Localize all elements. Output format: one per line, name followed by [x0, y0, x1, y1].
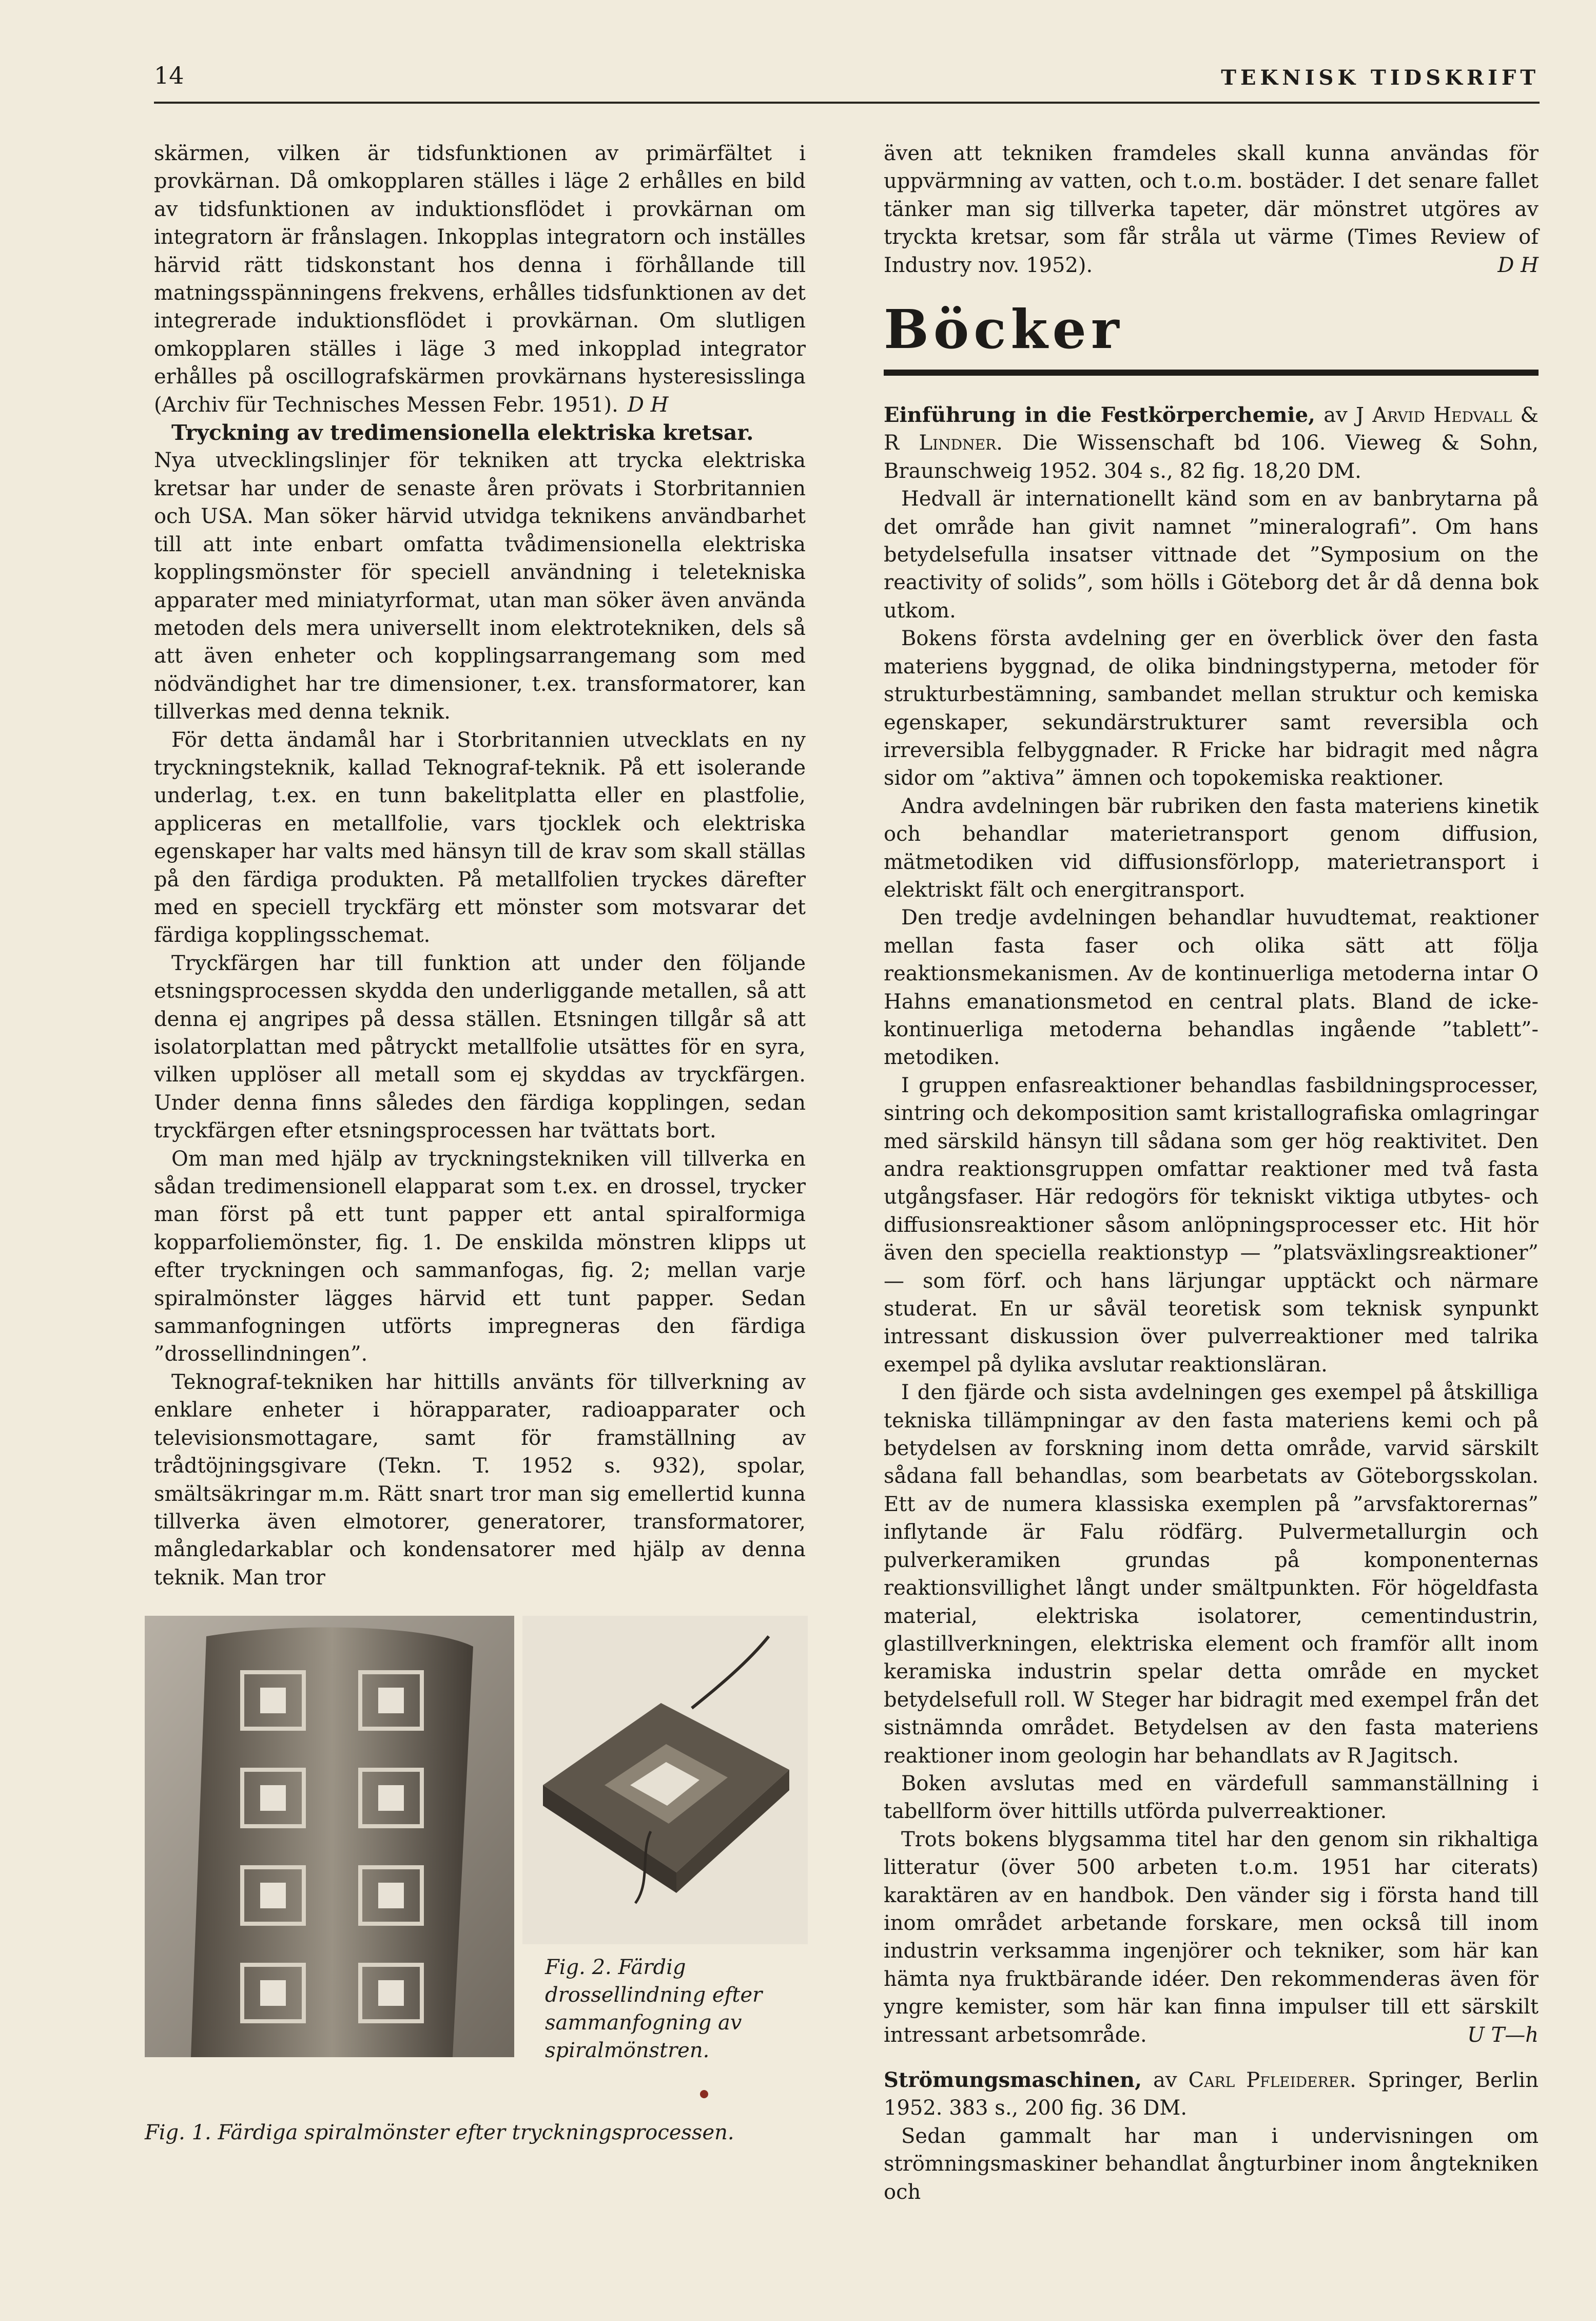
signature: D H [1497, 253, 1539, 277]
signature: U T—h [1467, 2023, 1539, 2047]
figure-1-spiral-patterns [145, 1616, 514, 2057]
left-paragraph-2: För detta ändamål har i Storbritannien utvecklats en ny tryckningsteknik, kallad Teknograf-teknik. På ett isolerande underlag, t.ex. en tunn bakelitplatta eller en plastfolie, appliceras en metallfolie, vars tjocklek och elektriska egenskaper har valts med hänsyn till de krav som skall ställas på den färdiga produkten. På metallfolien tryckes därefter med en speciell tryckfärg ett mönster som motsvarar det färdiga kopplingsschemat. [154, 728, 806, 947]
book-1-paragraph-6: I den fjärde och sista avdelningen ges exempel på åtskilliga tekniska tillämpningar av den fasta materiens kemi och på betydelsen av forskning inom detta område, varvid särskilt sådana fall behandlas, som bearbetats av Göteborgsskolan. Ett av de numera klassiska exemplen på ”arvsfaktorernas” inflytande är Falu rödfärg. Pulvermetallurgin och pulverkeramiken grundas på komponenternas reaktionsvillighet långt under smältpunkten. För högeldfasta material, elektriska isolatorer, cementindustrin, glastillverkningen, elektriska element och framför allt inom keramiska industrin spelar detta område en mycket betydelsefull roll. W Steger har bidragit med exempel från det sistnämnda området. Betydelsen av den fasta materiens reaktioner inom geologin har behandlats av R Jagitsch. [884, 1381, 1539, 1768]
signature: D H [627, 393, 669, 417]
print-spot [700, 2090, 708, 2098]
book-1-paragraph-1: Hedvall är internationellt känd som en av banbrytarna på det område han givit namnet ”mineralografi”. Om hans betydelsefulla insatser vittnade det ”Symposium on the reactivity of solids”, som hölls i Göteborg det år då denna bok utkom. [884, 487, 1539, 623]
journal-title: TEKNISK TIDSKRIFT [1221, 66, 1540, 90]
section-heading-books: Böcker [884, 298, 1124, 361]
figure-2-choke-winding [522, 1616, 808, 1944]
left-paragraph-4: Om man med hjälp av tryckningstekniken vill tillverka en sådan tredimensionell elapparat som t.ex. en drossel, trycker man först på ett tunt papper ett antal spiralformiga kopparfoliemönster, fig. 1. De enskilda mönstren klipps ut efter tryckningen och sammanfogas, fig. 2; mellan varje spiralmönster lägges härvid ett tunt papper. Sedan sammanfogningen utförts impregneras den färdiga ”drossellindningen”. [154, 1147, 806, 1366]
page-number: 14 [154, 62, 184, 89]
book-1-paragraph-2: Bokens första avdelning ger en överblick över den fasta materiens byggnad, de olika bindningstyperna, metoder för strukturbestämning, sambandet mellan struktur och kemiska egenskaper, sekundärstrukturer samt reversibla och irreversibla felbyggnader. R Fricke har bidragit med några sidor om ”aktiva” ämnen och topokemiska reaktioner. [884, 627, 1539, 790]
left-paragraph-1: Nya utvecklingslinjer för tekniken att trycka elektriska kretsar har under de senaste åren prövats i Storbritannien och USA. Man söker härvid utvidga teknikens användbarhet till att inte enbart omfatta tvådimensionella elektriska kopplingsmönster för speciell användning i teletekniska apparater med miniatyrformat, utan man söker även använda metoden dels mera universellt inom elektrotekniken, dels så att även enheter och kopplingsarrangemang som med nödvändighet har tre dimensioner, t.ex. transformatorer, kan tillverkas med denna teknik. [154, 449, 806, 724]
left-column [154, 140, 806, 1592]
header-rule [154, 102, 1540, 104]
book-1-title: Einführung in die Festkörperchemie, [884, 403, 1315, 428]
left-paragraph-5: Teknograf-tekniken har hittills använts för tillverkning av enklare enheter i hörapparater, radioapparater och televisionsmottagare, samt för framställning av trådtöjningsgivare (Tekn. T. 1952 s. 932), spolar, smältsäkringar m.m. Rätt snart tror man sig emellertid kunna tillverka även elmotorer, generatorer, transformatorer, mångledarkablar och kondensatorer med hjälp av denna teknik. Man tror [154, 1370, 806, 1590]
section-rule [884, 370, 1539, 376]
book-2-title: Strömungsmaschinen, [884, 2068, 1142, 2092]
book-2-author: Carl Pfleiderer [1188, 2068, 1350, 2092]
book-1-paragraph-3: Andra avdelningen bär rubriken den fasta materiens kinetik och behandlar materietransport genom diffusion, mätmetodiken vid diffusionsförlopp, materietransport i elektriskt fält och energitransport. [884, 794, 1539, 902]
left-paragraph-3: Tryckfärgen har till funktion att under den följande etsningsprocessen skydda den underliggande metallen, så att denna ej angripes på dessa ställen. Etsningen tillgår så att isolatorplattan med påtryckt metallfolie utsättes för en syra, vilken upplöser all metall som ej skyddas av tryckfärgen. Under denna finns således den färdiga kopplingen, sedan tryckfärgen efter etsningsprocessen har tvättats bort. [154, 951, 806, 1143]
book-2-paragraph-1: Sedan gammalt har man i undervisningen om strömningsmaskiner behandlat ångturbiner inom ångtekniken och [884, 2124, 1539, 2204]
right-column [884, 140, 1539, 2206]
spacer [884, 2049, 1539, 2066]
figure-2-caption: Fig. 2. Färdig drossellindning efter sammanfogning av spiralmönstren. [545, 1956, 763, 2062]
book-1-paragraph-8: Trots bokens blygsamma titel har den genom sin rikhaltiga litteratur (över 500 arbeten t.o.m. 1951 har citerats) karaktären av en handbok. Den vänder sig i första hand till inom området arbetande forskare, men också till inom industrin verksamma ingenjörer och tekniker, som här kan hämta nya fruktbärande idéer. Den rekommenderas även för yngre kemister, som här kan finna impulser till ett särskilt intressant arbetsområde. U T—h [884, 1826, 1539, 2049]
book-2-reference: Strömungsmaschinen, av Carl Pfleiderer. Springer, Berlin 1952. 383 s., 200 fig. 36 DM. [884, 2068, 1539, 2120]
article-title: Tryckning av tredimensionella elektriska kretsar. [171, 420, 754, 446]
figure-1-caption: Fig. 1. Färdiga spiralmönster efter tryckningsprocessen. [145, 2121, 734, 2144]
book-1-paragraph-7: Boken avslutas med en värdefull sammanställning i tabellform över hittills utförda pulverreaktioner. [884, 1771, 1539, 1824]
book-1-paragraph-5: I gruppen enfasreaktioner behandlas fasbildningsprocesser, sintring och dekomposition samt kristallografiska omlagringar med särskild hänsyn till sådana som ger hög reaktivitet. Den andra reaktionsgruppen omfattar reaktioner med två fasta utgångsfaser. Här redogörs för tekniskt viktiga utbytes- och diffusionsreaktioner såsom anlöpningsprocesser etc. Hit hör även den speciella reaktionstyp — ”platsväxlingsreaktioner” — som förf. och hans lärjungar upptäckt och närmare studerat. En ur såväl teoretisk som teknisk synpunkt intressant diskussion över pulverreaktioner med talrika exempel på dylika avslutar reaktionsläran. [884, 1073, 1539, 1377]
right-paragraph-0: även att tekniken framdeles skall kunna användas för uppvärmning av vatten, och t.o.m. bostäder. I det senare fallet tänker man sig tillverka tapeter, där mönstret utgöres av tryckta kretsar, som får stråla ut värme (Times Review of Industry nov. 1952). D H [884, 140, 1539, 279]
left-paragraph-0: skärmen, vilken är tidsfunktionen av primärfältet i provkärnan. Då omkopplaren ställes i läge 2 erhålles en bild av tidsfunktionen av induktionsflödet i provkärnan om integratorn är frånslagen. Inkopplas integratorn och inställes härvid rätt tidskonstant hos denna i förhållande till matningsspänningens frekvens, erhålles tidsfunktionen av det integrerade induktionsflödet i provkärnan. Om slutligen omkopplaren ställes i läge 3 med inkopplad integrator erhålles på oscillografskärmen provkärnans hysteresisslinga (Archiv für Technisches Messen Febr. 1951). D H [154, 142, 806, 417]
book-1-authors: J Arvid Hedvall & R Lindner [884, 403, 1539, 455]
book-1-reference: Einführung in die Festkörperchemie, av J Arvid Hedvall & R Lindner. Die Wissenschaft bd 106. Vieweg & Sohn, Braunschweig 1952. 304 s., 82 fig. 18,20 DM. [884, 403, 1539, 483]
book-1-paragraph-4: Den tredje avdelningen behandlar huvudtemat, reaktioner mellan fasta faser och olika sätt att följa reaktionsmekanismen. Av de kontinuerliga metoderna intar O Hahns emanationsmetod en central plats. Bland de icke-kontinuerliga metoderna behandlas ingående ”tablett”-metodiken. [884, 906, 1539, 1070]
figure-2-image [522, 1616, 808, 1944]
figure-1-image [145, 1616, 514, 2057]
